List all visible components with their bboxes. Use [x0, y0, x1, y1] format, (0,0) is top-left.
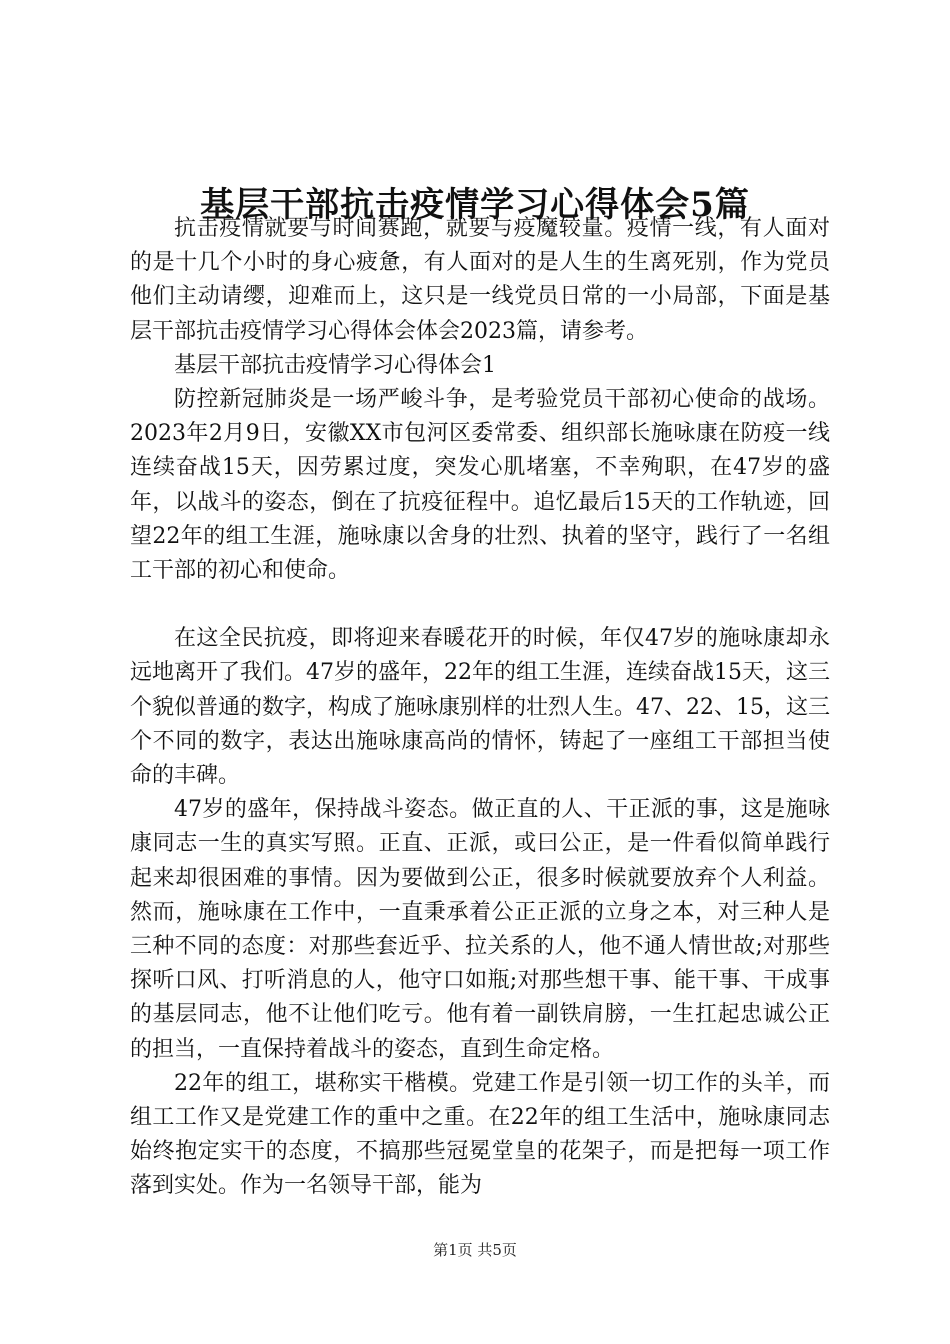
section-heading: 基层干部抗击疫情学习心得体会1 — [174, 352, 496, 378]
intro-paragraph: 抗击疫情就要与时间赛跑，就要与疫魔较量。疫情一线，有人面对的是十几个小时的身心疲惫，有人面对的是人生的生离死别，作为党员他们主动请缨，迎难而上，这只是一线党员日常的一小局部，下面是基层干部抗击疫情学习心得体会体会2023篇，请参考。 — [130, 216, 830, 344]
body-paragraph: 47岁的盛年，保持战斗姿态。做正直的人、干正派的事，这是施咏康同志一生的真实写照。正直、正派，或曰公正，是一件看似简单践行起来却很困难的事情。因为要做到公正，很多时候就要放弃个人利益。然而，施咏康在工作中，一直秉承着公正正派的立身之本，对三种人是三种不同的态度：对那些套近乎、拉关系的人，他不通人情世故;对那些探听口风、打听消息的人，他守口如瓶;对那些想干事、能干事、干成事的基层同志，他不让他们吃亏。他有着一副铁肩膀，一生扛起忠诚公正的担当，一直保持着战斗的姿态，直到生命定格。 — [130, 797, 830, 1062]
document-body — [130, 212, 830, 1204]
body-paragraph: 防控新冠肺炎是一场严峻斗争，是考验党员干部初心使命的战场。2023年2月9日，安徽XX市包河区委常委、组织部长施咏康在防疫一线连续奋战15天，因劳累过度，突发心肌堵塞，不幸殉职，在47岁的盛年，以战斗的姿态，倒在了抗疫征程中。追忆最后15天的工作轨迹，回望22年的组工生涯，施咏康以舍身的壮烈、执着的坚守，践行了一名组工干部的初心和使命。 — [130, 387, 830, 584]
body-paragraph: 22年的组工，堪称实干楷模。党建工作是引领一切工作的头羊，而组工工作又是党建工作的重中之重。在22年的组工生活中，施咏康同志始终抱定实干的态度，不搞那些冠冕堂皇的花架子，而是把每一项工作落到实处。作为一名领导干部，能为 — [130, 1070, 830, 1199]
paragraph-gap — [130, 588, 830, 622]
body-paragraph: 在这全民抗疫，即将迎来春暖花开的时候，年仅47岁的施咏康却永远地离开了我们。47岁的盛年，22年的组工生涯，连续奋战15天，这三个貌似普通的数字，构成了施咏康别样的壮烈人生。47、22、15，这三个不同的数字，表达出施咏康高尚的情怀，铸起了一座组工干部担当使命的丰碑。 — [130, 626, 830, 789]
page-number-footer: 第1页 共5页 — [433, 1241, 517, 1259]
document-title: 基层干部抗击疫情学习心得体会5篇 — [200, 184, 750, 225]
